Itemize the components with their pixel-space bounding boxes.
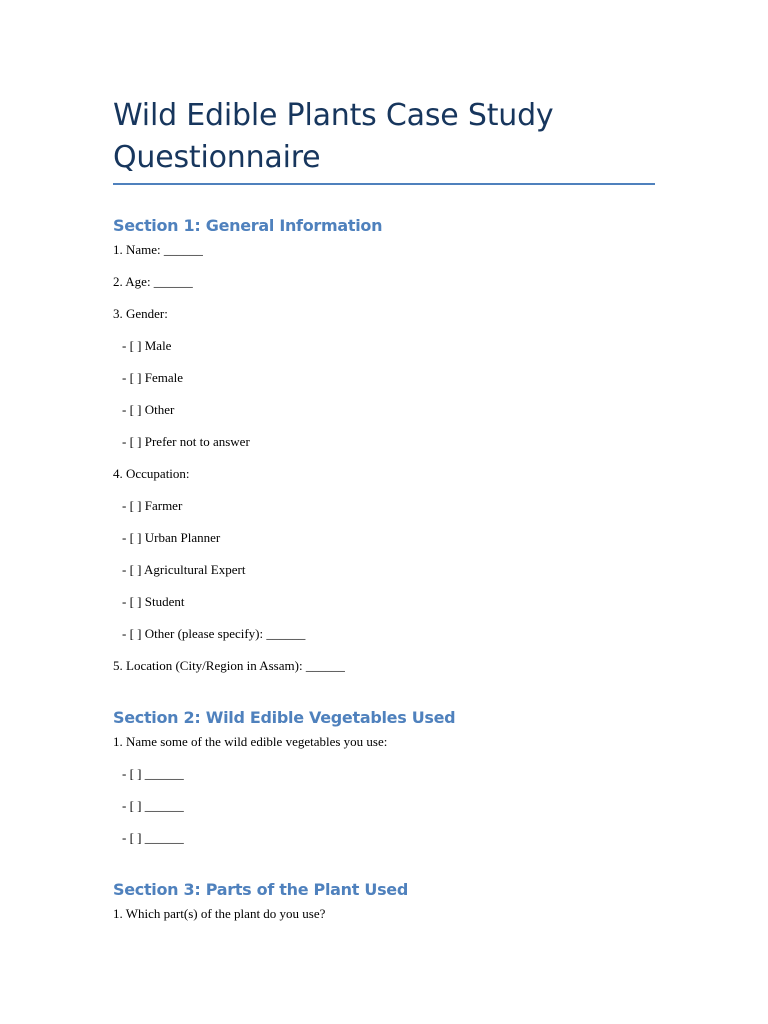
question-gender: 3. Gender: [113, 306, 168, 321]
option-student: - [ ] Student [122, 594, 185, 609]
question-occupation: 4. Occupation: [113, 466, 190, 481]
option-female: - [ ] Female [122, 370, 184, 385]
option-other-occupation: - [ ] Other (please specify): ______ [122, 626, 306, 641]
title-underline [113, 183, 655, 185]
section-heading: Section 1: General Information [113, 216, 383, 235]
vegetable-blank-3: - [ ] ______ [122, 830, 184, 845]
title-line-1: Wild Edible Plants Case Study [113, 98, 554, 133]
question-vegetables: 1. Name some of the wild edible vegetables you use: [113, 734, 388, 749]
option-urban-planner: - [ ] Urban Planner [122, 530, 221, 545]
title-line-2: Questionnaire [113, 140, 321, 175]
option-other-gender: - [ ] Other [122, 402, 175, 417]
section-heading: Section 2: Wild Edible Vegetables Used [113, 708, 456, 727]
vegetable-blank-1: - [ ] ______ [122, 766, 184, 781]
option-farmer: - [ ] Farmer [122, 498, 183, 513]
option-male: - [ ] Male [122, 338, 172, 353]
question-location: 5. Location (City/Region in Assam): ______ [113, 658, 345, 673]
question-age: 2. Age: ______ [113, 274, 193, 289]
section-parts-of-plant [113, 880, 658, 922]
section-heading: Section 3: Parts of the Plant Used [113, 880, 408, 899]
vegetable-blank-2: - [ ] ______ [122, 798, 184, 813]
question-name: 1. Name: ______ [113, 242, 203, 257]
section-general-information [113, 216, 658, 674]
document-content [113, 95, 658, 922]
section-wild-edible-vegetables [113, 708, 658, 846]
question-plant-parts: 1. Which part(s) of the plant do you use? [113, 906, 326, 921]
option-prefer-not-to-answer: - [ ] Prefer not to answer [122, 434, 250, 449]
document-title [113, 95, 658, 179]
option-agricultural-expert: - [ ] Agricultural Expert [122, 562, 246, 577]
